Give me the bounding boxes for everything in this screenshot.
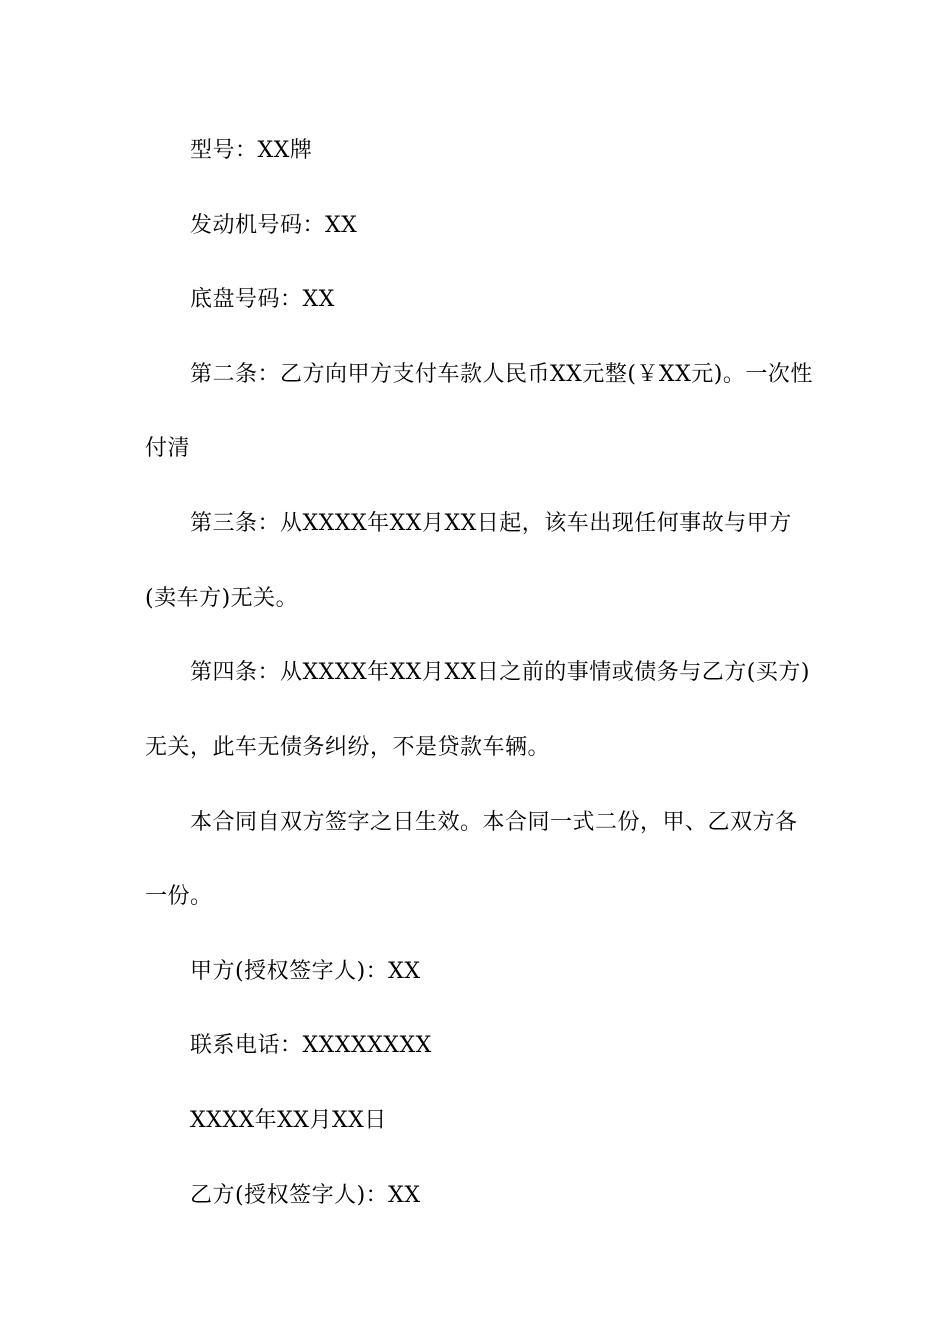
effectiveness-clause-line-2: 一份。 xyxy=(145,884,213,909)
chassis-number-line: 底盘号码：XX xyxy=(190,287,335,312)
article-four-line-1: 第四条：从XXXX年XX月XX日之前的事情或债务与乙方(买方) xyxy=(190,660,810,685)
article-three-line-2: (卖车方)无关。 xyxy=(145,586,299,611)
effectiveness-clause-line-1: 本合同自双方签字之日生效。本合同一式二份，甲、乙双方各 xyxy=(190,810,798,835)
article-two-line-2: 付清 xyxy=(145,436,191,461)
party-a-signatory: 甲方(授权签字人)：XX xyxy=(190,959,421,984)
signing-date: XXXX年XX月XX日 xyxy=(190,1108,387,1133)
engine-number-line: 发动机号码：XX xyxy=(190,213,358,238)
article-two-line-1: 第二条：乙方向甲方支付车款人民币XX元整(￥XX元)。一次性 xyxy=(190,362,813,387)
article-three-line-1: 第三条：从XXXX年XX月XX日起，该车出现任何事故与甲方 xyxy=(190,511,792,536)
contact-phone: 联系电话：XXXXXXXX xyxy=(190,1033,432,1058)
model-line: 型号：XX牌 xyxy=(190,138,313,163)
article-four-line-2: 无关，此车无债务纠纷，不是贷款车辆。 xyxy=(145,735,551,760)
party-b-signatory: 乙方(授权签字人)：XX xyxy=(190,1183,421,1208)
